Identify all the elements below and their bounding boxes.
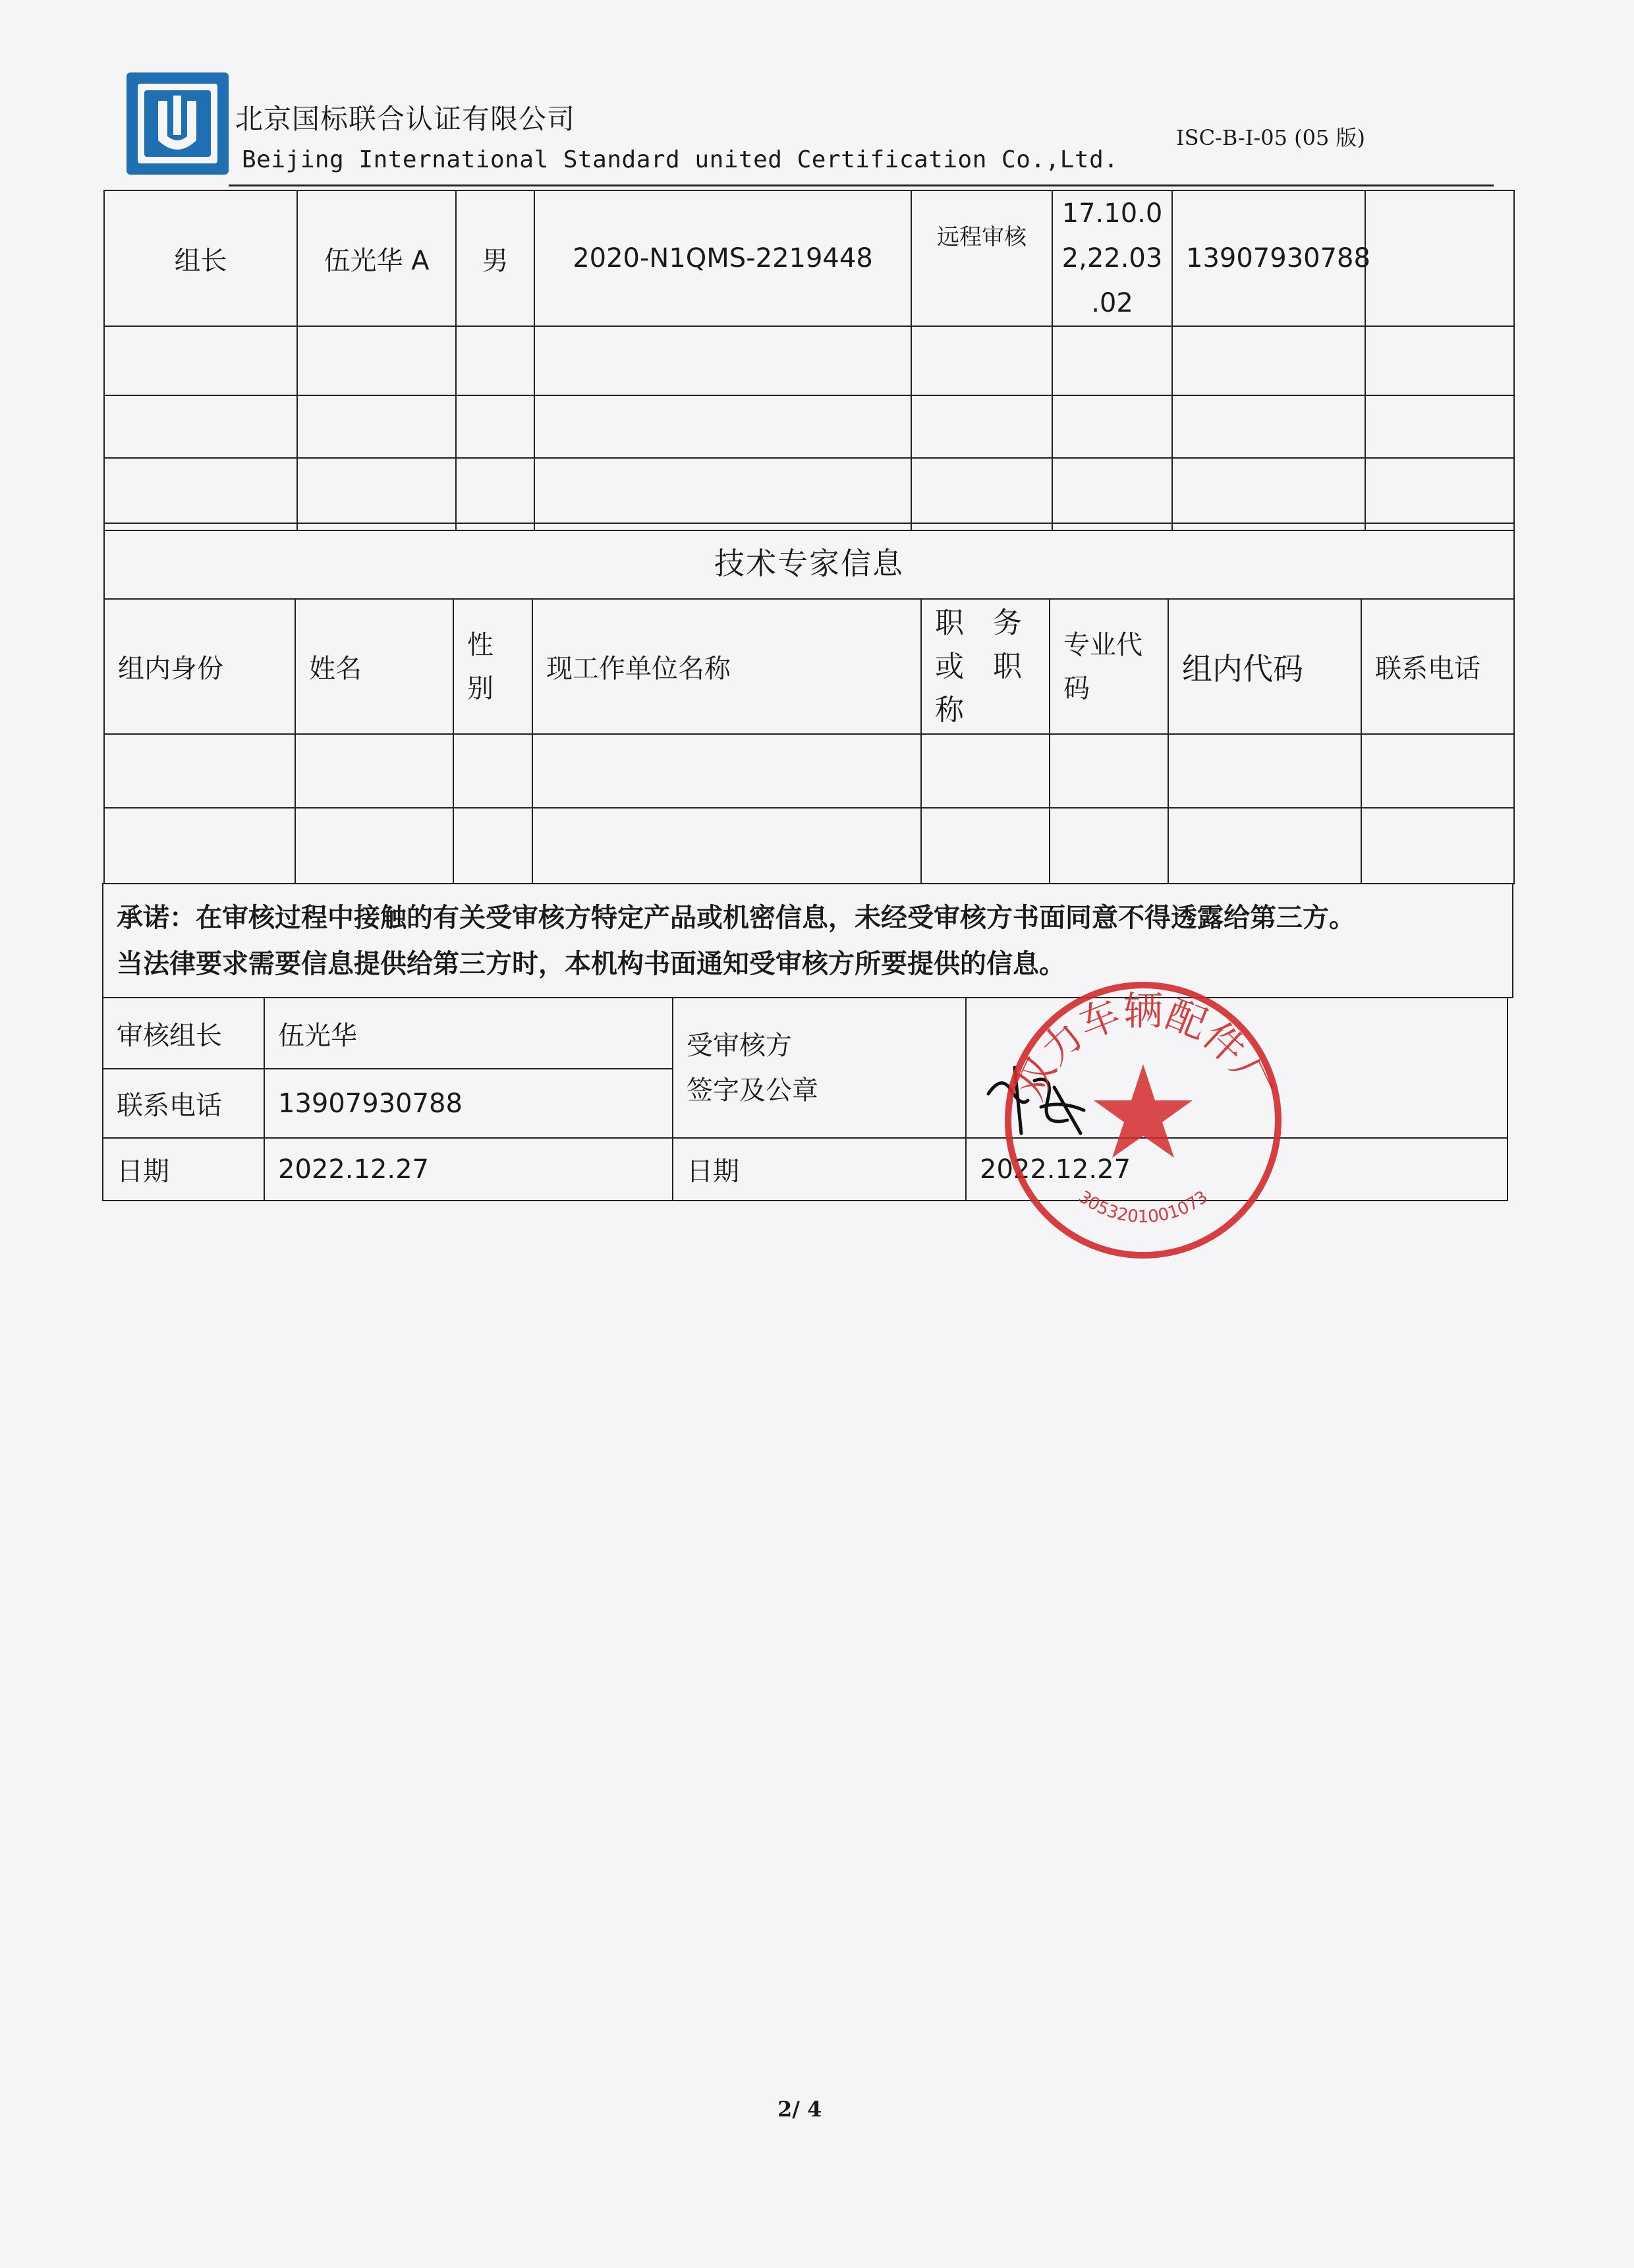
empty-cell: [1172, 326, 1365, 395]
empty-cell: [532, 734, 921, 808]
document-code: ISC-B-I-05 (05 版): [1176, 125, 1365, 150]
empty-cell: [532, 808, 921, 884]
empty-cell: [1168, 734, 1361, 808]
date-label: 日期: [103, 1138, 264, 1201]
company-name-cn: 北京国标联合认证有限公司: [235, 103, 576, 135]
header-identity: 组内身份: [104, 599, 295, 734]
commitment-line: 承诺：在审核过程中接触的有关受审核方特定产品或机密信息，未经受审核方书面同意不得透露给第三方。: [117, 902, 1355, 933]
team-phone: 13907930788: [1172, 190, 1365, 326]
table-row: [104, 808, 1514, 884]
table-row: [104, 734, 1514, 808]
team-table: [103, 190, 1515, 531]
empty-cell: [104, 808, 295, 884]
header-group-code: 组内代码: [1168, 599, 1361, 734]
header-code-line: 专业代: [1063, 629, 1142, 660]
empty-cell: [1052, 458, 1172, 530]
header-title-line: 职 务: [935, 606, 1022, 640]
empty-cell: [921, 734, 1050, 808]
header-title-line: 或 职: [935, 649, 1022, 683]
company-seal: [988, 965, 1298, 1275]
team-code-line: .02: [1091, 288, 1133, 318]
header-employer: 现工作单位名称: [532, 599, 921, 734]
svg-text:3053201001073: [1075, 1187, 1212, 1227]
auditee-label-line: 签字及公章: [687, 1075, 818, 1106]
commitment-text: [103, 884, 1513, 998]
table-row: [104, 523, 1514, 599]
empty-cell: [1052, 395, 1172, 458]
team-codes: [1052, 190, 1172, 326]
empty-cell: [1365, 395, 1514, 458]
empty-cell: [1050, 734, 1168, 808]
empty-cell: [1361, 734, 1514, 808]
empty-cell: [456, 395, 534, 458]
team-name: 伍光华 A: [297, 190, 456, 326]
table-row: [104, 458, 1514, 530]
empty-cell: [453, 808, 532, 884]
empty-cell: [1361, 808, 1514, 884]
leader-date: 2022.12.27: [264, 1138, 673, 1201]
header-title-line: 称: [935, 693, 964, 727]
header-gender-line: 性: [467, 629, 493, 660]
auditee-date-label: 日期: [673, 1138, 966, 1201]
team-audit-mode: 远程审核: [911, 190, 1052, 326]
empty-cell: [1052, 326, 1172, 395]
auditee-label-line: 受审核方: [687, 1030, 792, 1061]
header-code: [1050, 599, 1168, 734]
empty-cell: [297, 395, 456, 458]
empty-cell: [911, 458, 1052, 530]
table-row: [103, 884, 1513, 998]
empty-cell: [104, 395, 297, 458]
empty-cell: [911, 395, 1052, 458]
empty-cell: [104, 734, 295, 808]
empty-cell: [1365, 458, 1514, 530]
empty-cell: [104, 326, 297, 395]
empty-cell: [456, 326, 534, 395]
tech-expert-table: [103, 523, 1515, 884]
team-role: 组长: [104, 190, 297, 326]
empty-cell: [104, 458, 297, 530]
header-gender: [453, 599, 532, 734]
commitment-table: [102, 883, 1513, 998]
header-name: 姓名: [295, 599, 453, 734]
document-header: [123, 66, 1507, 191]
empty-cell: [1365, 190, 1514, 326]
auditee-date: 2022.12.27: [966, 1138, 1507, 1201]
empty-cell: [534, 458, 911, 530]
page-number: 2/ 4: [777, 2097, 822, 2122]
header-code-line: 码: [1063, 673, 1090, 704]
leader-label: 审核组长: [103, 998, 264, 1069]
empty-cell: [1365, 326, 1514, 395]
empty-cell: [453, 734, 532, 808]
team-code-line: 2,22.03: [1061, 243, 1163, 273]
empty-cell: [295, 808, 453, 884]
header-phone: 联系电话: [1361, 599, 1514, 734]
empty-cell: [1168, 808, 1361, 884]
empty-cell: [297, 458, 456, 530]
company-logo-icon: [123, 69, 232, 178]
empty-cell: [297, 326, 456, 395]
section-title: 技术专家信息: [104, 523, 1514, 599]
empty-cell: [921, 808, 1050, 884]
team-cert-no: 2020-N1QMS-2219448: [534, 190, 911, 326]
leader-phone: 13907930788: [264, 1069, 673, 1138]
seal-text: 双力车辆配件厂: [1007, 988, 1280, 1107]
auditee-label: [673, 998, 966, 1138]
table-row: [104, 395, 1514, 458]
empty-cell: [911, 326, 1052, 395]
table-row: [104, 326, 1514, 395]
empty-cell: [534, 395, 911, 458]
leader-name: 伍光华: [264, 998, 673, 1069]
empty-cell: [456, 458, 534, 530]
commitment-line: 当法律要求需要信息提供给第三方时，本机构书面通知受审核方所要提供的信息。: [117, 948, 1065, 979]
company-name-en: Beijing International Standard united Certification Co.,Ltd.: [242, 146, 1119, 173]
empty-cell: [1050, 808, 1168, 884]
header-title: [921, 599, 1050, 734]
table-row: [104, 190, 1514, 326]
header-divider: [229, 184, 1494, 186]
team-gender: 男: [456, 190, 534, 326]
team-code-line: 17.10.0: [1061, 198, 1163, 229]
seal-number: 3053201001073: [1075, 1187, 1212, 1228]
empty-cell: [1172, 458, 1365, 530]
empty-cell: [1172, 395, 1365, 458]
header-gender-line: 别: [467, 673, 493, 704]
empty-cell: [534, 326, 911, 395]
phone-label: 联系电话: [103, 1069, 264, 1138]
table-row: [104, 599, 1514, 734]
empty-cell: [295, 734, 453, 808]
